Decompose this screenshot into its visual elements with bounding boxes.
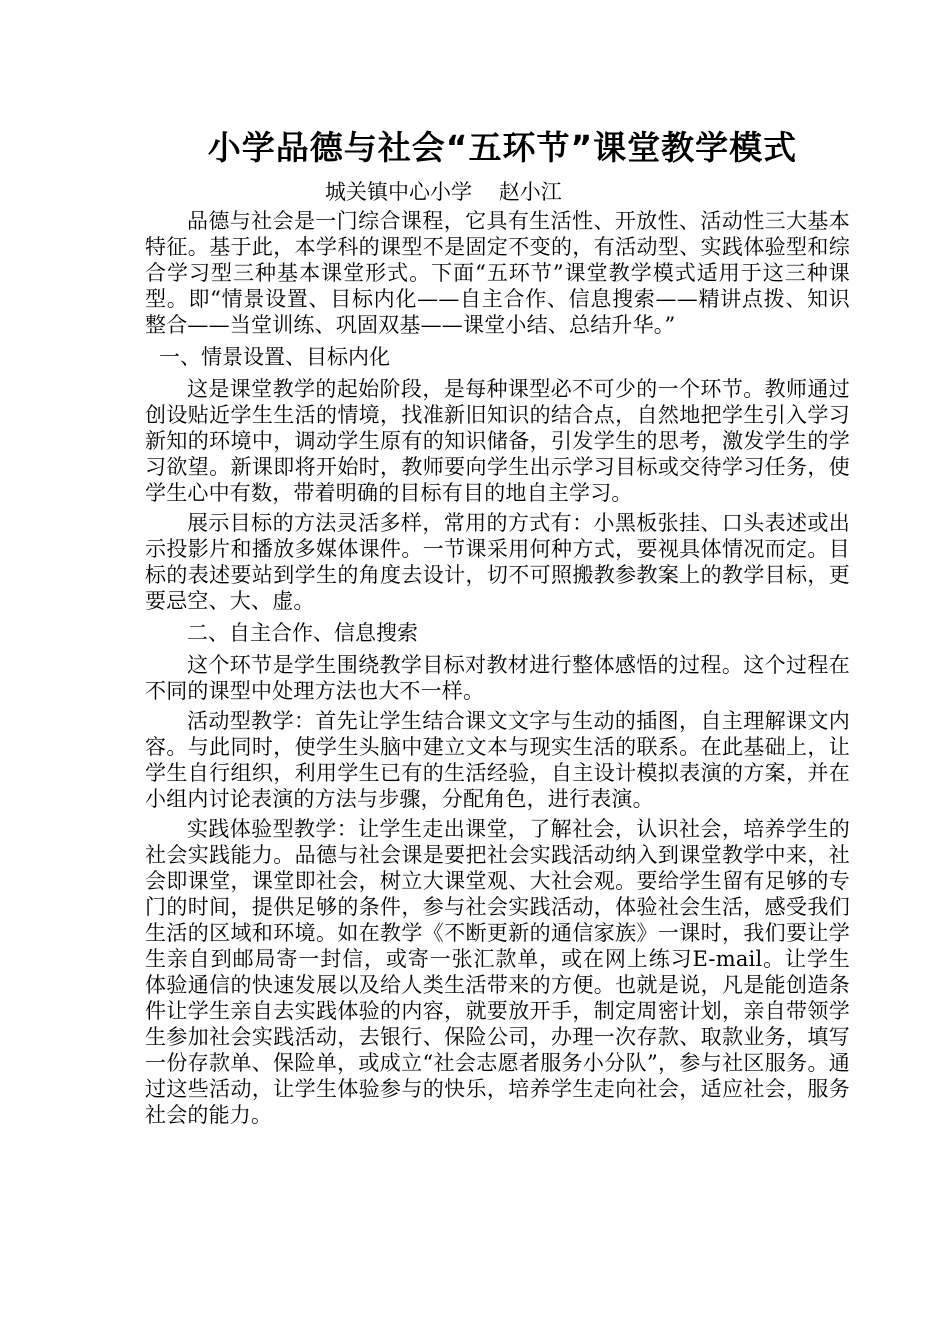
section1-paragraph-2: 展示目标的方法灵活多样，常用的方式有：小黑板张挂、口头表述或出示投影片和播放多媒体课件。一节课采用何种方式，要视具体情况而定。目标的表述要站到学生的角度去设计，切不可照搬教参教案上的教学目标，更要忌空、大、虚。 — [145, 511, 850, 613]
section-heading-2: 二、自主合作、信息搜索 — [187, 621, 418, 645]
document-page — [145, 120, 850, 1132]
section-heading-1: 一、情景设置、目标内化 — [159, 345, 390, 369]
section2-paragraph-2: 活动型教学：首先让学生结合课文文字与生动的插图，自主理解课文内容。与此同时，使学生头脑中建立文本与现实生活的联系。在此基础上，让学生自行组织，利用学生已有的生活经验，自主设计模拟表演的方案，并在小组内讨论表演的方法与步骤，分配角色，进行表演。 — [145, 709, 850, 811]
section1-paragraph-1: 这是课堂教学的起始阶段，是每种课型必不可少的一个环节。教师通过创设贴近学生生活的情境，找准新旧知识的结合点，自然地把学生引入学习新知的环境中，调动学生原有的知识储备，引发学生的思考，激发学生的学习欲望。新课即将开始时，教师要向学生出示学习目标或交待学习任务，使学生心中有数，带着明确的目标有目的地自主学习。 — [145, 377, 850, 505]
intro-paragraph: 品德与社会是一门综合课程，它具有生活性、开放性、活动性三大基本特征。基于此，本学科的课型不是固定不变的，有活动型、实践体验型和综合学习型三种基本课堂形式。下面“五环节”课堂教学模式适用于这三种课型。即“情景设置、目标内化——自主合作、信息搜索——精讲点拨、知识整合——当堂训练、巩固双基——课堂小结、总结升华。” — [145, 209, 850, 337]
section2-paragraph-3: 实践体验型教学：让学生走出课堂，了解社会，认识社会，培养学生的社会实践能力。品德与社会课是要把社会实践活动纳入到课堂教学中来，社会即课堂，课堂即社会，树立大课堂观、大社会观。要给学生留有足够的专门的时间，提供足够的条件，参与社会实践活动，体验社会生活，感受我们生活的区域和环境。如在教学《不断更新的通信家族》一课时，我们要让学生亲自到邮局寄一封信，或寄一张汇款单，或在网上练习E-mail。让学生体验通信的快速发展以及给人类生活带来的方便。也就是说，凡是能创造条件让学生亲自去实践体验的内容，就要放开手，制定周密计划，亲自带领学生参加社会实践活动，去银行、保险公司，办理一次存款、取款业务，填写一份存款单、保险单，或成立“社会志愿者服务小分队”，参与社区服务。通过这些活动，让学生体验参与的快乐，培养学生走向社会，适应社会，服务社会的能力。 — [145, 817, 850, 1127]
section2-paragraph-1: 这个环节是学生围绕教学目标对教材进行整体感悟的过程。这个过程在不同的课型中处理方法也大不一样。 — [145, 653, 850, 703]
author-byline: 城关镇中心小学 赵小江 — [325, 180, 562, 204]
document-title: 小学品德与社会“五环节”课堂教学模式 — [207, 128, 798, 167]
